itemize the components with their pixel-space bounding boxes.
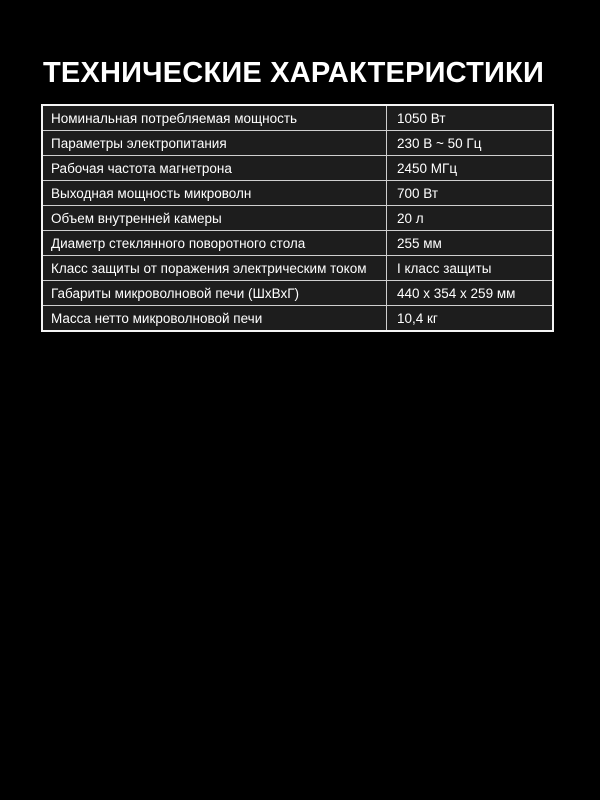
- table-row: [42, 306, 553, 332]
- spec-value: 230 В ~ 50 Гц: [387, 131, 554, 156]
- spec-label: Габариты микроволновой печи (ШхВхГ): [42, 281, 387, 306]
- table-row: [42, 206, 553, 231]
- spec-value: I класс защиты: [387, 256, 554, 281]
- spec-label: Диаметр стеклянного поворотного стола: [42, 231, 387, 256]
- table-row: [42, 256, 553, 281]
- table-row: [42, 181, 553, 206]
- spec-value: 20 л: [387, 206, 554, 231]
- spec-value: 440 х 354 х 259 мм: [387, 281, 554, 306]
- table-row: [42, 281, 553, 306]
- spec-label: Масса нетто микроволновой печи: [42, 306, 387, 332]
- spec-value: 700 Вт: [387, 181, 554, 206]
- spec-value: 10,4 кг: [387, 306, 554, 332]
- page-title: ТЕХНИЧЕСКИЕ ХАРАКТЕРИСТИКИ: [43, 57, 545, 89]
- table-row: [42, 105, 553, 131]
- spec-value: 2450 МГц: [387, 156, 554, 181]
- spec-label: Объем внутренней камеры: [42, 206, 387, 231]
- spec-label: Выходная мощность микроволн: [42, 181, 387, 206]
- table-row: [42, 231, 553, 256]
- spec-label: Рабочая частота магнетрона: [42, 156, 387, 181]
- spec-label: Параметры электропитания: [42, 131, 387, 156]
- table-row: [42, 131, 553, 156]
- spec-value: 1050 Вт: [387, 105, 554, 131]
- table-row: [42, 156, 553, 181]
- spec-value: 255 мм: [387, 231, 554, 256]
- spec-label: Класс защиты от поражения электрическим током: [42, 256, 387, 281]
- spec-label: Номинальная потребляемая мощность: [42, 105, 387, 131]
- spec-table: [41, 104, 554, 332]
- spec-table-body: [42, 105, 553, 331]
